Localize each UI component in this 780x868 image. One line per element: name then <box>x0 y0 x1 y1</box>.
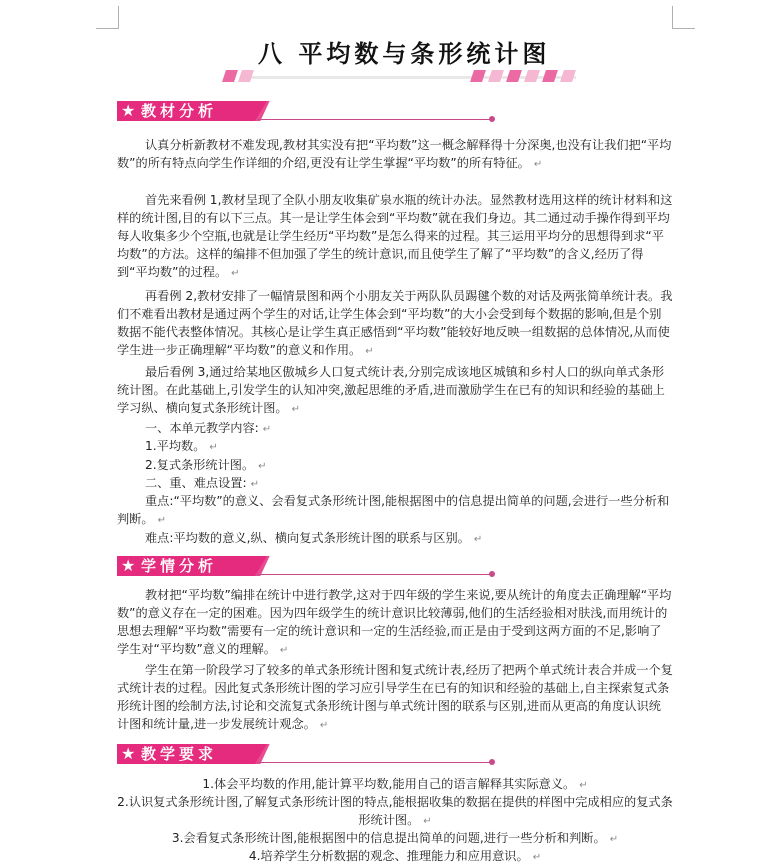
section-rule <box>257 574 493 575</box>
decor-square-icon <box>560 70 576 82</box>
rule-dot-icon <box>489 759 495 765</box>
requirement-item <box>117 793 673 831</box>
paragraph-text: 重点:“平均数”的意义、会看复式条形统计图,能根据图中的信息提出简单的问题,会进行一些分析和判断。 <box>117 494 670 527</box>
paragraph-mark-icon: ↵ <box>262 424 272 435</box>
paragraph-mark-icon: ↵ <box>609 834 619 845</box>
paragraph <box>117 363 673 419</box>
paragraph-mark-icon: ↵ <box>365 346 374 358</box>
section-heading: 学情分析 <box>141 557 218 575</box>
crop-mark-top-left <box>96 6 119 29</box>
section-header-teaching-requirements <box>117 744 377 766</box>
paragraph-text: 2.认识复式条形统计图,了解复式条形统计图的特点,能根据收集的数据在提供的样图中完成相应的复式条形统计图。 <box>117 795 673 828</box>
paragraph-mark-icon: ↵ <box>279 645 289 657</box>
paragraph-mark-icon: ↵ <box>473 534 483 545</box>
rule-dot-icon <box>489 571 495 577</box>
requirement-item <box>117 847 673 867</box>
paragraph <box>117 586 673 660</box>
decor-square-icon <box>506 70 522 82</box>
rule-dot-icon <box>489 116 495 122</box>
paragraph-mark-icon: ↵ <box>209 442 218 453</box>
paragraph-mark-icon: ↵ <box>533 159 543 171</box>
paragraph-mark-icon: ↵ <box>258 461 267 472</box>
decor-square-icon <box>470 70 486 82</box>
paragraph-mark-icon: ↵ <box>319 720 329 732</box>
section-header-textbook-analysis <box>117 101 377 123</box>
crop-mark-top-right <box>672 6 695 29</box>
paragraph-text: 难点:平均数的意义,纵、横向复式条形统计图的联系与区别。 <box>145 531 470 545</box>
paragraph <box>117 529 673 549</box>
paragraph-text: 3.会看复式条形统计图,能根据图中的信息提出简单的问题,进行一些分析和判断。 <box>171 831 606 845</box>
paragraph <box>117 191 673 283</box>
paragraph-text: 一、本单元教学内容: <box>145 421 259 435</box>
chapter-header <box>218 30 598 88</box>
paragraph-mark-icon: ↵ <box>291 404 301 416</box>
paragraph-text: 首先来看例 1,教材呈现了全队小朋友收集矿泉水瓶的统计办法。显然教材选用这样的统计材料和这样的统计图,目的有以下三点。其一是让学生体会到“平均数”就在我们身边。其二通过动手操作得到平均每人收集多少个空瓶,也就是让学生经历“平均数”是怎么得来的过程。其三运用平均分的思想得到求“平均数”的方法。这样的编排不但加强了学生的统计意识,而且使学生了解了“平均数”的含义,经历了得到“平均数”的过程。 <box>117 193 673 280</box>
paragraph-text: 学生在第一阶段学习了较多的单式条形统计图和复式统计表,经历了把两个单式统计表合并成一个复式统计表的过程。因此复式条形统计图的学习应引导学生在已有的知识和经验的基础上,自主探索复式条形统计图的绘制方法,讨论和交流复式条形统计图与单式统计图的联系与区别,进而从更高的角度认识统计图和统计量,进一步发展统计观念。 <box>117 663 673 732</box>
paragraph-mark-icon: ↵ <box>250 479 259 490</box>
section-heading: 教学要求 <box>141 745 218 763</box>
paragraph <box>117 661 673 735</box>
paragraph <box>117 136 673 174</box>
paragraph-text: 最后看例 3,通过给某地区傲城乡人口复式统计表,分别完成该地区城镇和乡村人口的纵向单式条形统计图。在此基础上,引发学生的认知冲突,激起思维的矛盾,进而激励学生在已有的知识和经验的基础上学习纵、横向复式条形统计图。 <box>117 365 665 416</box>
decor-square-icon <box>222 70 238 82</box>
paragraph-text: 二、重、难点设置: <box>145 476 247 490</box>
paragraph-text: 1.平均数。 <box>145 439 206 453</box>
paragraph-mark-icon: ↵ <box>579 780 588 791</box>
decor-square-icon <box>542 70 558 82</box>
decor-square-icon <box>488 70 504 82</box>
paragraph-mark-icon: ↵ <box>157 515 166 527</box>
paragraph-text: 认真分析新教材不难发现,教材其实没有把“平均数”这一概念解释得十分深奥,也没有让我们把“平均数”的所有特点向学生作详细的介绍,更没有让学生掌握“平均数”的所有特征。 <box>117 138 672 171</box>
paragraph-mark-icon: ↵ <box>532 852 542 863</box>
star-icon: ★ <box>121 101 136 120</box>
star-icon: ★ <box>121 556 136 575</box>
section-header-student-analysis <box>117 556 377 578</box>
section-heading: 教材分析 <box>141 102 218 120</box>
paragraph <box>117 287 673 361</box>
section-rule <box>257 762 493 763</box>
paragraph-text: 1.体会平均数的作用,能计算平均数,能用自己的语言解释其实际意义。 <box>202 777 576 791</box>
paragraph <box>117 492 673 530</box>
star-icon: ★ <box>121 744 136 763</box>
paragraph-text: 再看例 2,教材安排了一幅情景图和两个小朋友关于两队队员踢毽个数的对话及两张简单统计表。我们不难看出教材是通过两个学生的对话,让学生体会到“平均数”的大小会受到每个数据的影响,但是个别数据不能代表整体情况。其核心是让学生真正感悟到“平均数”能较好地反映一组数据的总体情况,从而使学生进一步正确理解“平均数”的意义和作用。 <box>117 289 673 358</box>
paragraph-text: 4.培养学生分析数据的观念、推理能力和应用意识。 <box>248 849 529 863</box>
paragraph-text: 教材把“平均数”编排在统计中进行教学,这对于四年级的学生来说,要从统计的角度去正确理解“平均数”的意义存在一定的困难。因为四年级学生的统计意识比较薄弱,他们的生活经验相对肤浅,而用统计的思想去理解“平均数”需要有一定的统计意识和一定的生活经验,而正是由于受到这两方面的不足,影响了学生对“平均数”意义的理解。 <box>117 588 672 657</box>
decor-square-icon <box>238 70 254 82</box>
title-decoration <box>218 70 598 86</box>
decor-square-icon <box>524 70 540 82</box>
section-rule <box>257 119 493 120</box>
paragraph-mark-icon: ↵ <box>231 268 240 280</box>
paragraph-text: 2.复式条形统计图。 <box>145 458 255 472</box>
paragraph-mark-icon: ↵ <box>423 816 432 828</box>
chapter-title: 八 平均数与条形统计图 <box>258 40 551 68</box>
paragraph <box>117 437 673 457</box>
